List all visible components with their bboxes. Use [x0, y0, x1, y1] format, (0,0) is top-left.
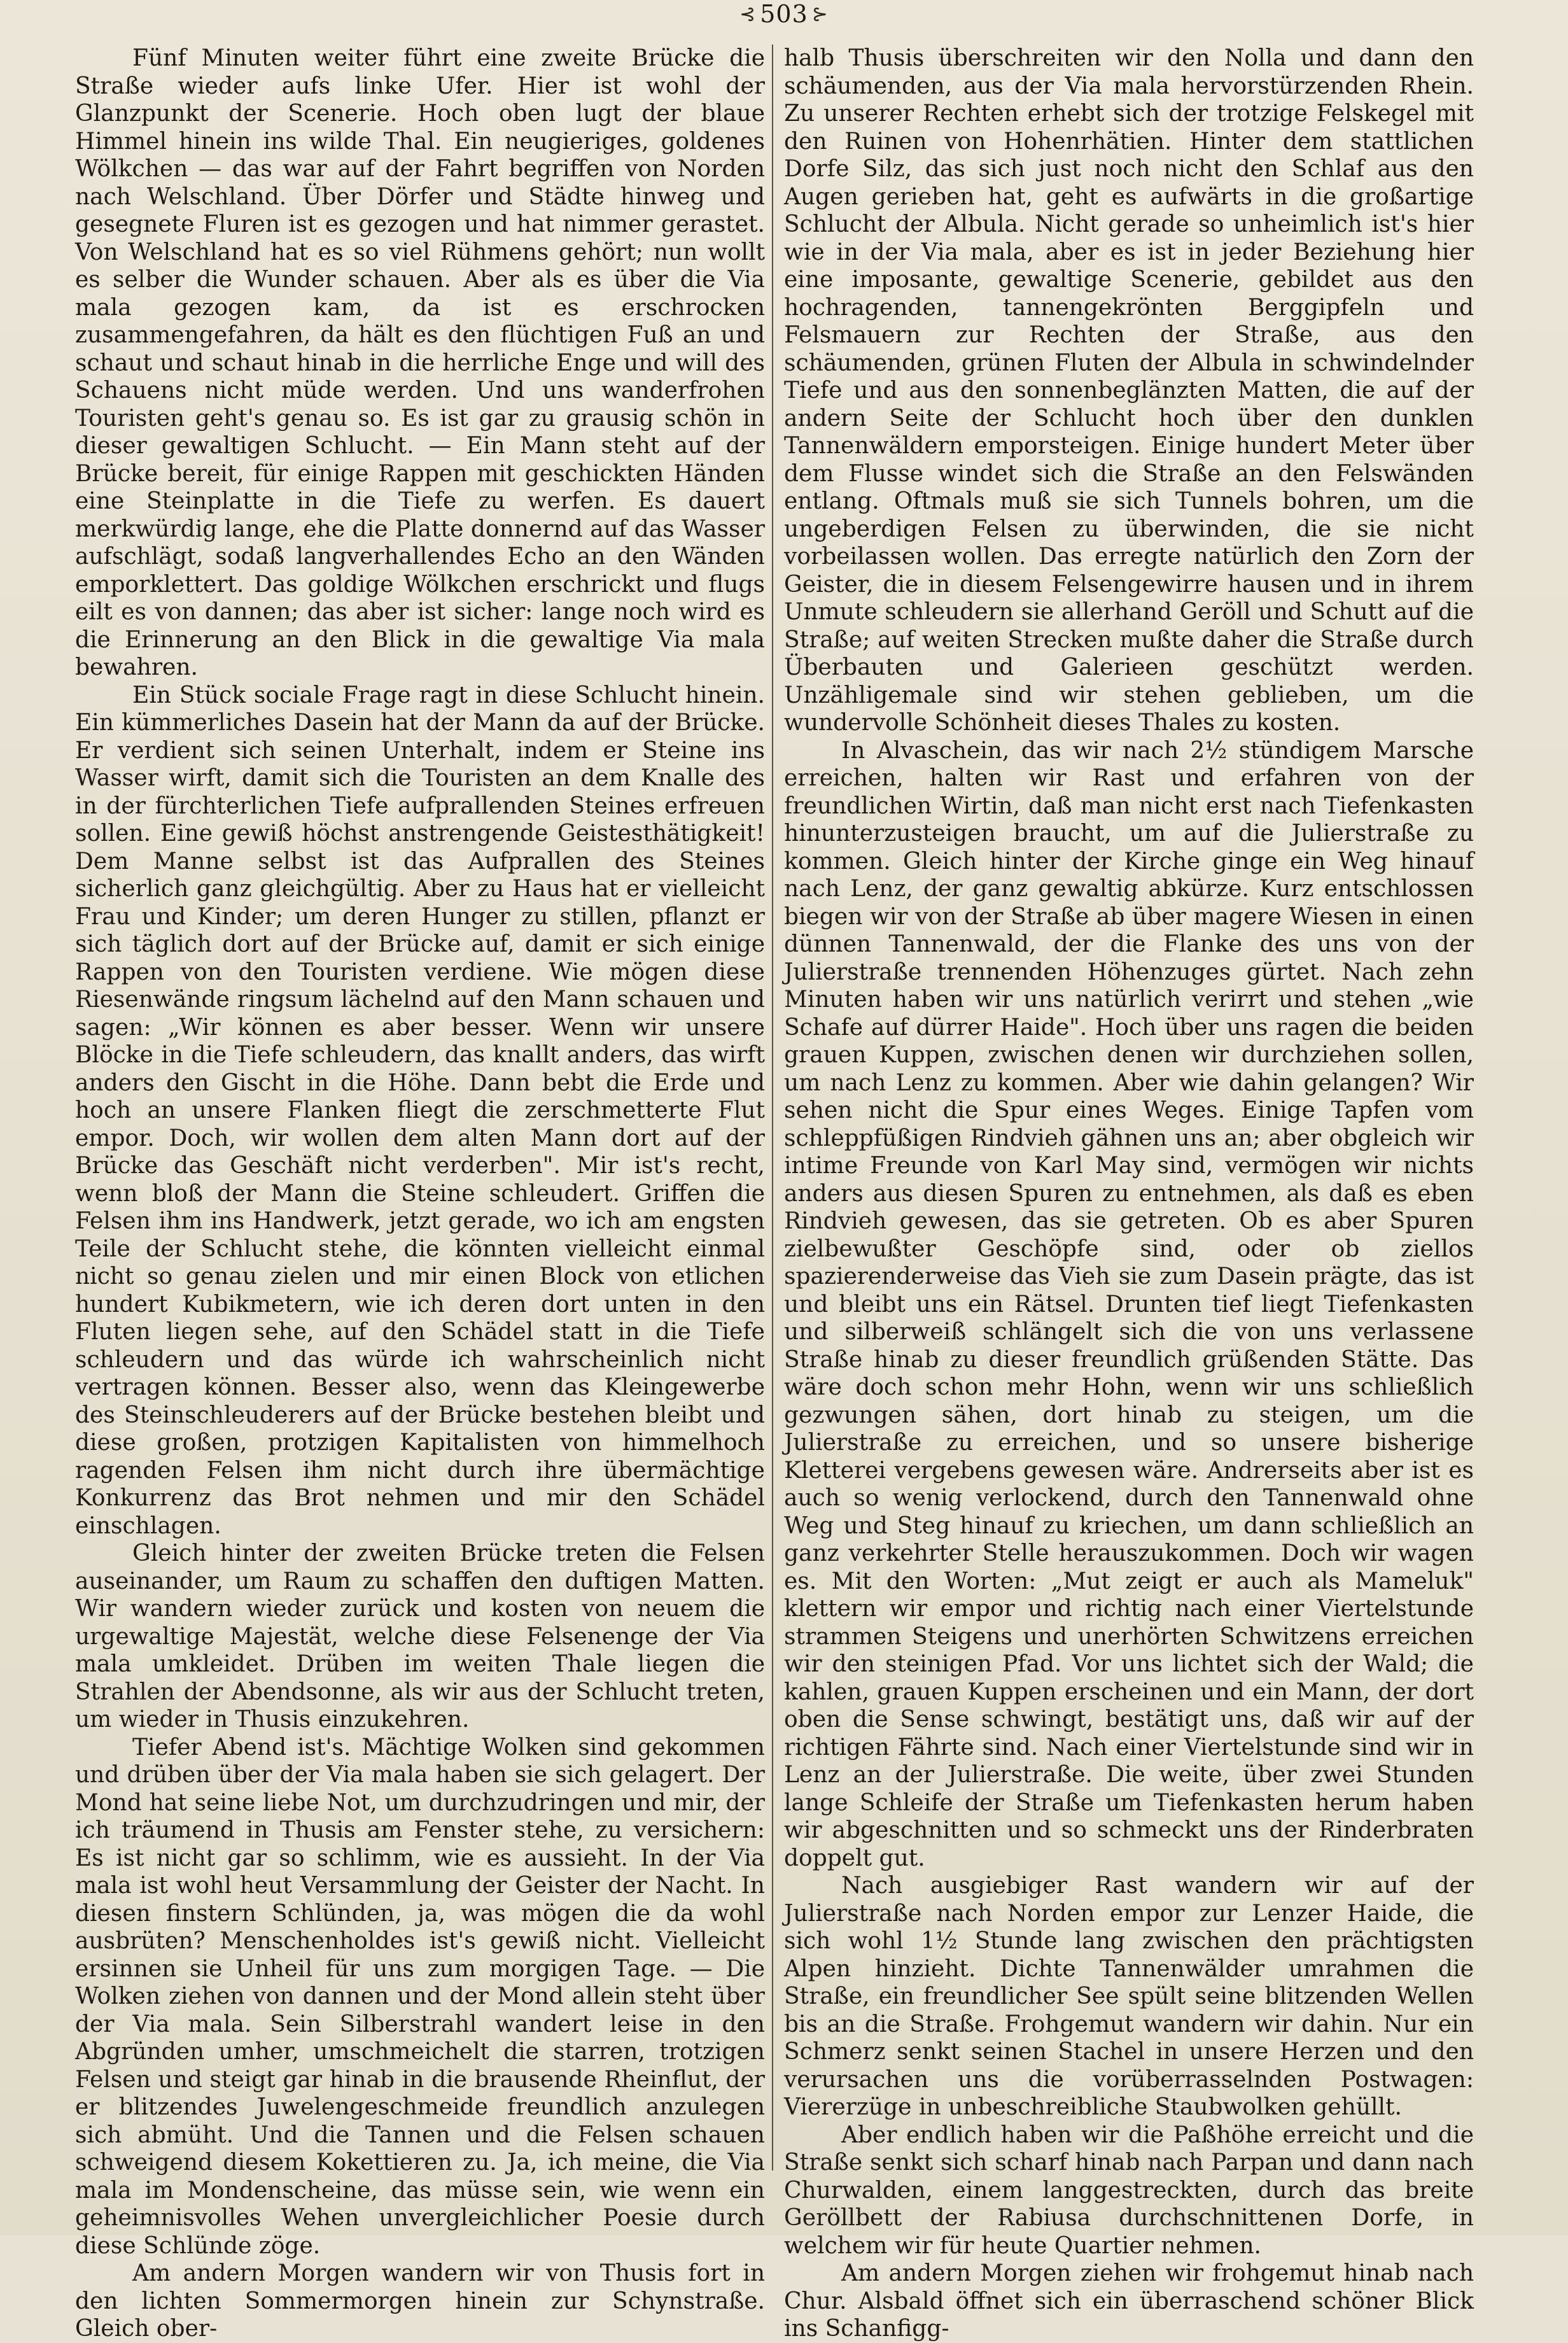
right-column: [784, 45, 1474, 2343]
paragraph: Nach ausgiebiger Rast wandern wir auf der Julierstraße nach Norden empor zur Lenzer Haide, die sich wohl 1½ Stunde lang zwischen den prächtigsten Alpen hinzieht. Dichte Tannenwälder umrahmen die Straße, ein freundlicher See spült seine blitzenden Wellen bis an die Straße. Frohgemut wandern wir dahin. Nur ein Schmerz senkt seinen Stachel in unsere Herzen und den verursachen uns die vorüberrasselnden Postwagen: Viererzüge in unbeschreibliche Staubwolken gehüllt.: [784, 1873, 1474, 2120]
paragraph: Am andern Morgen ziehen wir frohgemut hinab nach Chur. Alsbald öffnet sich ein überraschend schöner Blick ins Schanfigg-: [784, 2260, 1474, 2342]
ornament-right-icon: ⊱: [811, 3, 829, 25]
left-column: [75, 45, 765, 2343]
paragraph: In Alvaschein, das wir nach 2½ stündigem Marsche erreichen, halten wir Rast und erfahren von der freundlichen Wirtin, daß man nicht erst nach Tiefenkasten hinunterzusteigen braucht, um auf die Julierstraße zu kommen. Gleich hinter der Kirche ginge ein Weg hinauf nach Lenz, der ganz gewaltig abkürze. Kurz entschlossen biegen wir von der Straße ab über magere Wiesen in einen dünnen Tannenwald, der die Flanke des uns von der Julierstraße trennenden Höhenzuges gürtet. Nach zehn Minuten haben wir uns natürlich verirrt und stehen „wie Schafe auf dürrer Haide". Hoch über uns ragen die beiden grauen Kuppen, zwischen denen wir durchziehen sollen, um nach Lenz zu kommen. Aber wie dahin gelangen? Wir sehen nicht die Spur eines Weges. Einige Tapfen vom schleppfüßigen Rindvieh gähnen uns an; aber obgleich wir intime Freunde von Karl May sind, vermögen wir nichts anders aus diesen Spuren zu entnehmen, als daß es eben Rindvieh gewesen, das sie getreten. Ob es aber Spuren zielbewußter Geschöpfe sind, oder ob ziellos spazierenderweise das Vieh sie zum Dasein prägte, das ist und bleibt uns ein Rätsel. Drunten tief liegt Tiefenkasten und silberweiß schlängelt sich die von uns verlassene Straße hinab zu dieser freundlich grüßenden Stätte. Das wäre doch schon mehr Hohn, wenn wir uns schließlich gezwungen sähen, dort hinab zu steigen, um die Julierstraße zu erreichen, und so unsere bisherige Kletterei vergebens gewesen wäre. Andrerseits aber ist es auch so wenig verlockend, durch den Tannenwald ohne Weg und Steg hinauf zu kriechen, um dann schließlich an ganz verkehrter Stelle herauszukommen. Doch wir wagen es. Mit den Worten: „Mut zeigt er auch als Mameluk" klettern wir empor und richtig nach einer Viertelstunde strammen Steigens und unerhörten Schwitzens erreichen wir den steinigen Pfad. Vor uns lichtet sich der Wald; die kahlen, grauen Kuppen erscheinen und ein Mann, der dort oben die Sense schwingt, bestätigt uns, daß wir auf der richtigen Fährte sind. Nach einer Viertelstunde sind wir in Lenz an der Julierstraße. Die weite, über zwei Stunden lange Schleife der Straße um Tiefenkasten herum haben wir abgeschnitten und so schmeckt uns der Rinderbraten doppelt gut.: [784, 737, 1474, 1871]
paragraph: Am andern Morgen wandern wir von Thusis fort in den lichten Sommermorgen hinein zur Schynstraße. Gleich ober-: [75, 2260, 765, 2342]
ornament-left-icon: ⊰: [739, 3, 757, 25]
paragraph: Ein Stück sociale Frage ragt in diese Schlucht hinein. Ein kümmerliches Dasein hat der Mann da auf der Brücke. Er verdient sich seinen Unterhalt, indem er Steine ins Wasser wirft, damit sich die Touristen an dem Knalle des in der fürchterlichen Tiefe aufprallenden Steines erfreuen sollen. Eine gewiß höchst anstrengende Geistesthätigkeit! Dem Manne selbst ist das Aufprallen des Steines sicherlich ganz gleichgültig. Aber zu Haus hat er vielleicht Frau und Kinder; um deren Hunger zu stillen, pflanzt er sich täglich dort auf der Brücke auf, damit er sich einige Rappen von den Touristen verdiene. Wie mögen diese Riesenwände ringsum lächelnd auf den Mann schauen und sagen: „Wir können es aber besser. Wenn wir unsere Blöcke in die Tiefe schleudern, das knallt anders, das wirft anders den Gischt in die Höhe. Dann bebt die Erde und hoch an unsere Flanken fliegt die zerschmetterte Flut empor. Doch, wir wollen dem alten Mann dort auf der Brücke das Geschäft nicht verderben". Mir ist's recht, wenn bloß der Mann die Steine schleudert. Griffen die Felsen ihm ins Handwerk, jetzt gerade, wo ich am engsten Teile der Schlucht stehe, die könnten vielleicht einmal nicht so genau zielen und mir einen Block von etlichen hundert Kubikmetern, wie ich deren dort unten in den Fluten liegen sehe, auf den Schädel statt in die Tiefe schleudern und das würde ich wahrscheinlich nicht vertragen können. Besser also, wenn das Kleingewerbe des Steinschleuderers auf der Brücke bestehen bleibt und diese großen, protzigen Kapitalisten von himmelhoch ragenden Felsen ihm nicht durch ihre übermächtige Konkurrenz das Brot nehmen und mir den Schädel einschlagen.: [75, 682, 765, 1539]
paragraph: Gleich hinter der zweiten Brücke treten die Felsen auseinander, um Raum zu schaffen den duftigen Matten. Wir wandern wieder zurück und kosten von neuem die urgewaltige Majestät, welche diese Felsenenge der Via mala umkleidet. Drüben im weiten Thale liegen die Strahlen der Abendsonne, als wir aus der Schlucht treten, um wieder in Thusis einzukehren.: [75, 1540, 765, 1733]
page-number: 503: [760, 0, 808, 28]
page-header: [0, 0, 1568, 28]
paragraph: Fünf Minuten weiter führt eine zweite Brücke die Straße wieder aufs linke Ufer. Hier ist wohl der Glanzpunkt der Scenerie. Hoch oben lugt der blaue Himmel hinein ins wilde Thal. Ein neugieriges, goldenes Wölkchen — das war auf der Fahrt begriffen von Norden nach Welschland. Über Dörfer und Städte hinweg und gesegnete Fluren ist es gezogen und hat nimmer gerastet. Von Welschland hat es so viel Rühmens gehört; nun wollt es selber die Wunder schauen. Aber als es über die Via mala gezogen kam, da ist es erschrocken zusammengefahren, da hält es den flüchtigen Fuß an und schaut und schaut hinab in die herrliche Enge und will des Schauens nicht müde werden. Und uns wanderfrohen Touristen geht's genau so. Es ist gar zu grausig schön in dieser gewaltigen Schlucht. — Ein Mann steht auf der Brücke bereit, für einige Rappen mit geschickten Händen eine Steinplatte in die Tiefe zu werfen. Es dauert merkwürdig lange, ehe die Platte donnernd auf das Wasser aufschlägt, sodaß langverhallendes Echo an den Wänden emporklettert. Das goldige Wölkchen erschrickt und flugs eilt es von dannen; das aber ist sicher: lange noch wird es die Erinnerung an den Blick in die gewaltige Via mala bewahren.: [75, 45, 765, 680]
paragraph: Aber endlich haben wir die Paßhöhe erreicht und die Straße senkt sich scharf hinab nach Parpan und dann nach Churwalden, einem langgestreckten, durch das breite Geröllbett der Rabiusa durchschnittenen Dorfe, in welchem wir für heute Quartier nehmen.: [784, 2121, 1474, 2259]
column-divider: [772, 45, 773, 2171]
paragraph: Tiefer Abend ist's. Mächtige Wolken sind gekommen und drüben über der Via mala haben sie sich gelagert. Der Mond hat seine liebe Not, um durchzudringen und mir, der ich träumend in Thusis am Fenster stehe, zu versichern: Es ist nicht gar so schlimm, wie es aussieht. In der Via mala ist wohl heut Versammlung der Geister der Nacht. In diesen finstern Schlünden, ja, was mögen die da wohl ausbrüten? Menschenholdes ist's gewiß nicht. Vielleicht ersinnen sie Unheil für uns zum morgigen Tage. — Die Wolken ziehen von dannen und der Mond allein steht über der Via mala. Sein Silberstrahl wandert leise in den Abgründen umher, umschmeichelt die starren, trotzigen Felsen und steigt gar hinab in die brausende Rheinflut, der er blitzendes Juwelengeschmeide freundlich anzulegen sich abmüht. Und die Tannen und die Felsen schauen schweigend diesem Kokettieren zu. Ja, ich meine, die Via mala im Mondenscheine, das müsse sein, wie wenn ein geheimnisvolles Wehen unvergleichlicher Poesie durch diese Schlünde zöge.: [75, 1734, 765, 2259]
paragraph: halb Thusis überschreiten wir den Nolla und dann den schäumenden, aus der Via mala hervorstürzenden Rhein. Zu unserer Rechten erhebt sich der trotzige Felskegel mit den Ruinen von Hohenrhätien. Hinter dem stattlichen Dorfe Silz, das sich just noch nicht den Schlaf aus den Augen gerieben hat, geht es aufwärts in die großartige Schlucht der Albula. Nicht gerade so unheimlich ist's hier wie in der Via mala, aber es ist in jeder Beziehung hier eine imposante, gewaltige Scenerie, gebildet aus den hochragenden, tannengekrönten Berggipfeln und Felsmauern zur Rechten der Straße, aus den schäumenden, grünen Fluten der Albula in schwindelnder Tiefe und aus den sonnenbeglänzten Matten, die auf der andern Seite der Schlucht hoch über den dunklen Tannenwäldern emporsteigen. Einige hundert Meter über dem Flusse windet sich die Straße an den Felswänden entlang. Oftmals muß sie sich Tunnels bohren, um die ungeberdigen Felsen zu überwinden, die sie nicht vorbeilassen wollen. Das erregte natürlich den Zorn der Geister, die in diesem Felsengewirre hausen und in ihrem Unmute schleudern sie allerhand Geröll und Schutt auf die Straße; auf weiten Strecken mußte daher die Straße durch Überbauten und Galerieen geschützt werden. Unzähligemale sind wir stehen geblieben, um die wundervolle Schönheit dieses Thales zu kosten.: [784, 45, 1474, 736]
